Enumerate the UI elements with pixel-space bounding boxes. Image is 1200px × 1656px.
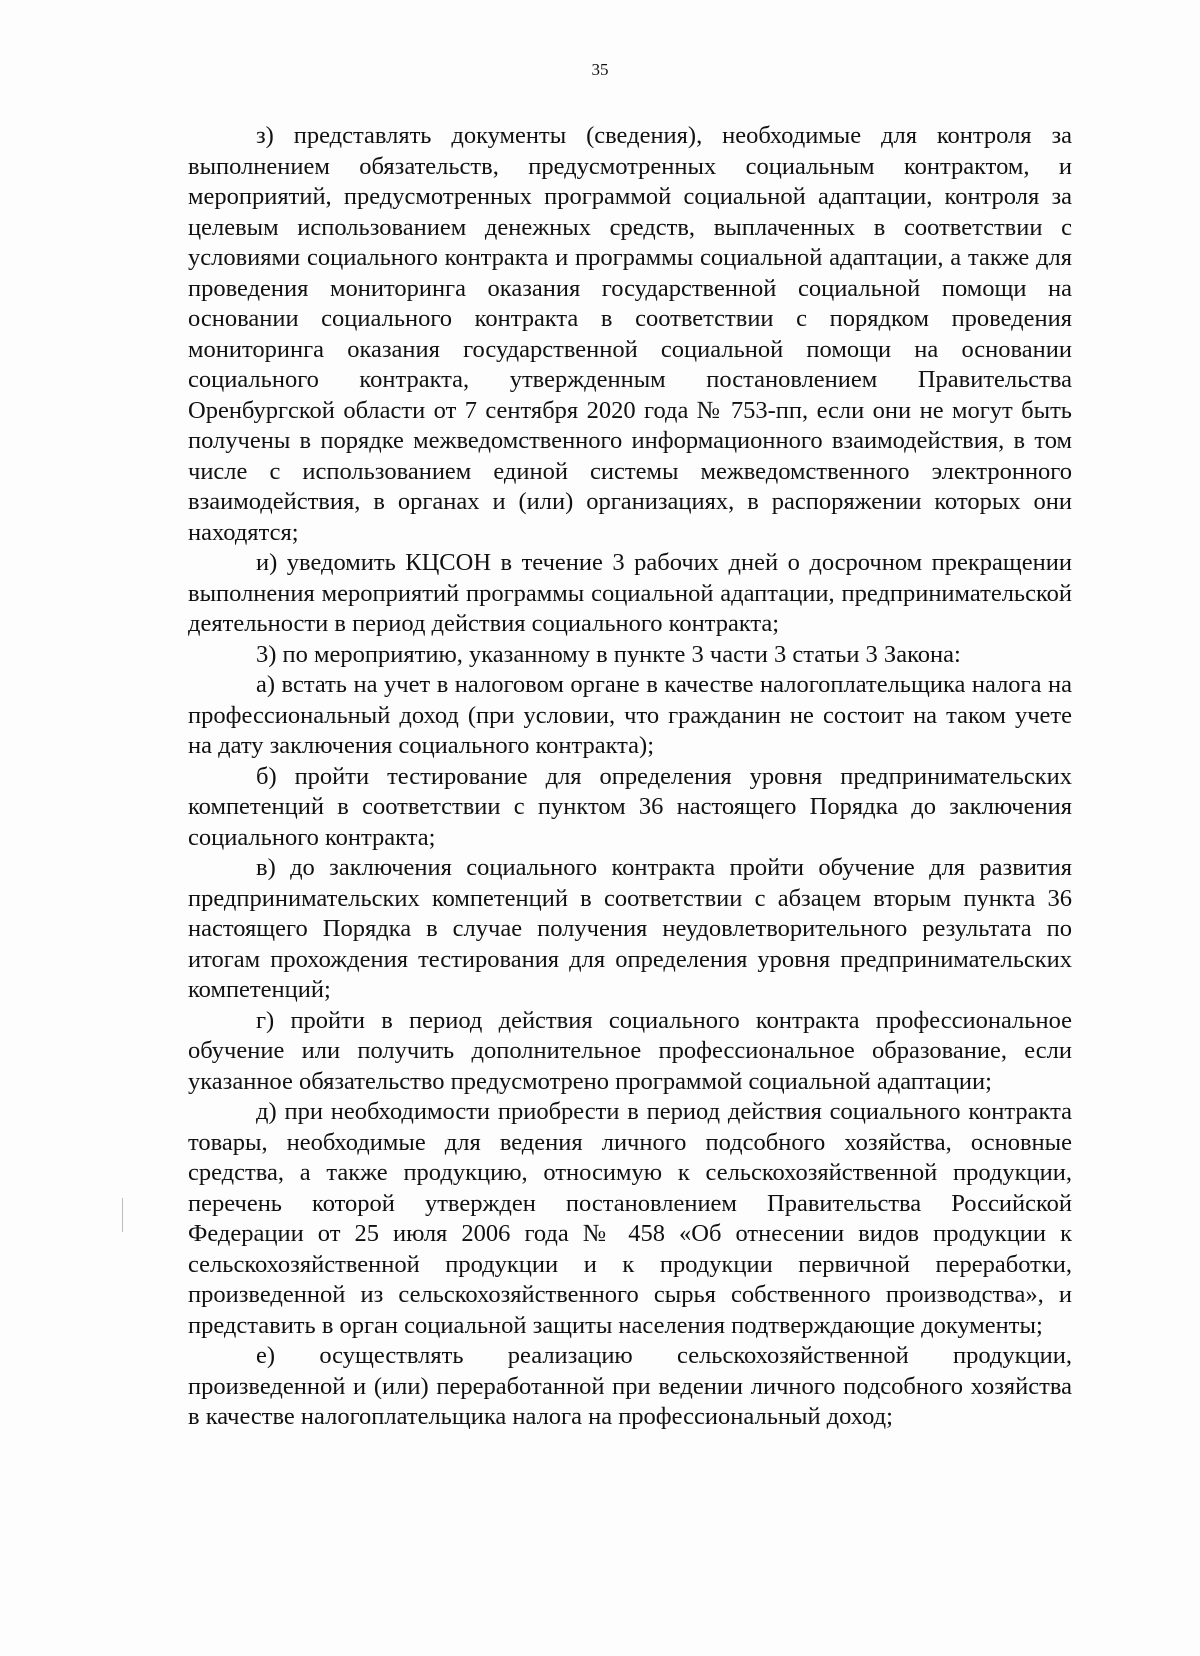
paragraph-z: з) представлять документы (сведения), необходимые для контроля за выполнением обязательств, предусмотренных социальным контрактом, и мероприятий, предусмотренных программой социальной адаптации, контроля за целевым использованием денежных средств, выплаченных в соответствии с условиями социального контракта и программы социальной адаптации, а также для проведения мониторинга оказания государственной социальной помощи на основании социального контракта в соответствии с порядком проведения мониторинга оказания государственной социальной помощи на основании социального контракта, утвержденным постановлением Правительства Оренбургской области от 7 сентября 2020 года № 753-пп, если они не могут быть получены в порядке межведомственного информационного взаимодействия, в том числе с использованием единой системы межведомственного электронного взаимодействия, в органах и (или) организациях, в распоряжении которых они находятся; <box>188 122 1072 546</box>
paragraph-i: и) уведомить КЦСОН в течение 3 рабочих дней о досрочном прекращении выполнения мероприятий программы социальной адаптации, предпринимательской деятельности в период действия социального контракта; <box>188 549 1072 637</box>
paragraph-v: в) до заключения социального контракта пройти обучение для развития предпринимательских компетенций в соответствии с абзацем вторым пункта 36 настоящего Порядка в случае получения неудовлетворительного результата по итогам прохождения тестирования для определения уровня предпринимательских компетенций; <box>188 854 1072 1003</box>
page-number: 35 <box>591 60 609 79</box>
paragraph-e: е) осуществлять реализацию сельскохозяйственной продукции, произведенной и (или) переработанной при ведении личного подсобного хозяйства в качестве налогоплательщика налога на профессиональный доход; <box>188 1342 1072 1430</box>
paragraph-d: д) при необходимости приобрести в период действия социального контракта товары, необходимые для ведения личного подсобного хозяйства, основные средства, а также продукцию, относимую к сельскохозяйственной продукции, перечень которой утвержден постановлением Правительства Российской Федерации от 25 июля 2006 года № 458 «Об отнесении видов продукции к сельскохозяйственной продукции и к продукции первичной переработки, произведенной из сельскохозяйственного сырья собственного производства», и представить в орган социальной защиты населения подтверждающие документы; <box>188 1098 1072 1339</box>
scan-artifact-line <box>122 1198 123 1232</box>
document-body <box>188 121 1072 1433</box>
paragraph-item-3: 3) по мероприятию, указанному в пункте 3 части 3 статьи 3 Закона: <box>256 640 961 668</box>
paragraph-b: б) пройти тестирование для определения уровня предпринимательских компетенций в соответствии с пунктом 36 настоящего Порядка до заключения социального контракта; <box>188 762 1072 851</box>
paragraph-g: г) пройти в период действия социального контракта профессиональное обучение или получить дополнительное профессиональное образование, если указанное обязательство предусмотрено программой социальной адаптации; <box>188 1006 1072 1095</box>
paragraph-a: а) встать на учет в налоговом органе в качестве налогоплательщика налога на профессиональный доход (при условии, что гражданин не состоит на таком учете на дату заключения социального контракта); <box>188 671 1072 759</box>
